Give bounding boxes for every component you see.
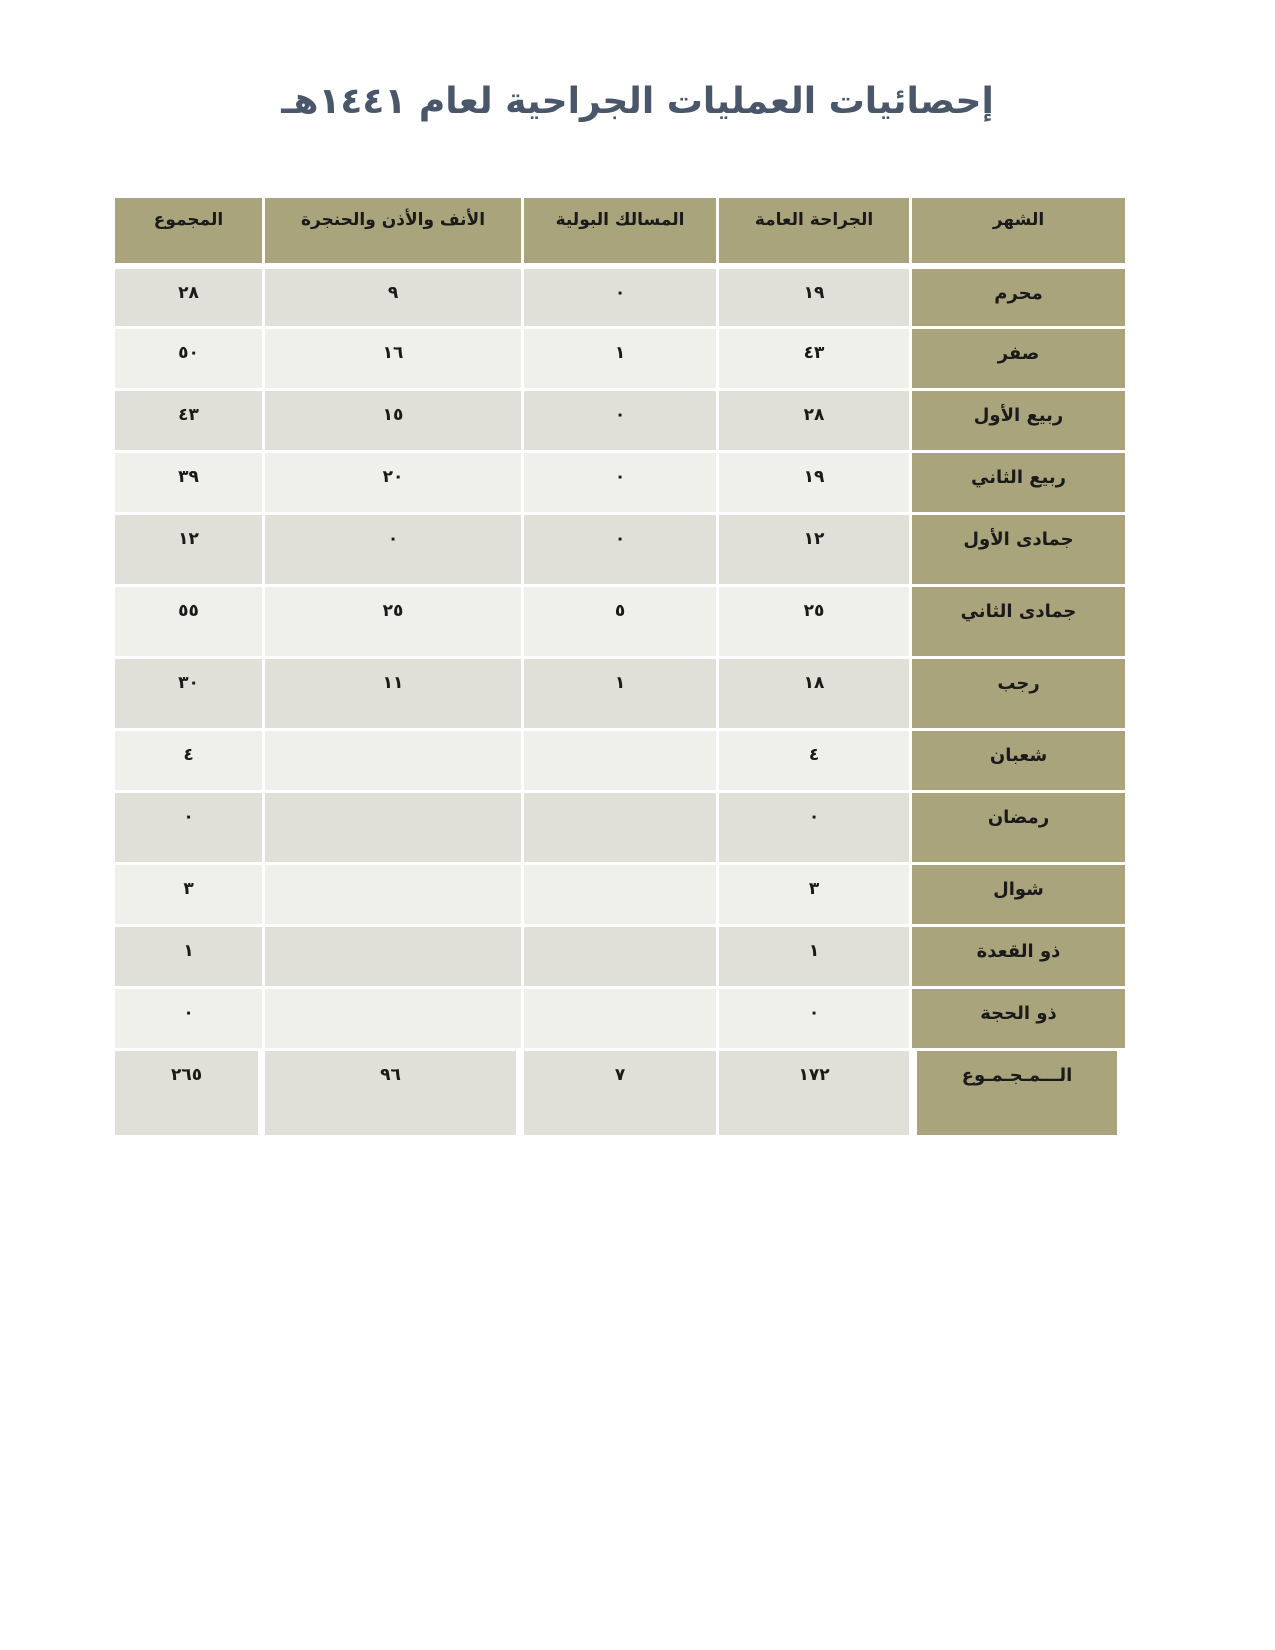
total-cell: ٠ [115,793,262,865]
table-row [115,659,1125,731]
table-row [115,927,1125,989]
total-cell: ٥٠ [115,329,262,391]
general-surgery-cell: ٤٣ [716,329,909,391]
general-surgery-cell: ١٨ [716,659,909,731]
header-general-surgery: الجراحة العامة [716,198,909,266]
ent-cell [262,865,521,927]
total-cell: ٥٥ [115,587,262,659]
header-total: المجموع [115,198,262,266]
ent-cell: ١١ [262,659,521,731]
total-cell: ١٢ [115,515,262,587]
general-surgery-cell: ١٩ [716,269,909,329]
total-cell: ٣٩ [115,453,262,515]
urology-cell [521,731,716,793]
month-cell: شعبان [909,731,1125,793]
table-row [115,793,1125,865]
urology-cell [521,865,716,927]
footer-general-surgery: ١٧٢ [716,1051,909,1135]
table-row [115,865,1125,927]
month-cell: جمادى الثاني [909,587,1125,659]
surgery-stats-table [115,198,1125,1135]
footer-label: الـــمـجـمـوع [909,1051,1125,1135]
month-cell: رمضان [909,793,1125,865]
month-cell: جمادى الأول [909,515,1125,587]
urology-cell: ٥ [521,587,716,659]
urology-cell [521,927,716,989]
urology-cell: ١ [521,329,716,391]
urology-cell: ٠ [521,453,716,515]
general-surgery-cell: ٠ [716,793,909,865]
urology-cell: ٠ [521,515,716,587]
total-cell: ٣ [115,865,262,927]
urology-cell [521,989,716,1051]
total-cell: ٢٨ [115,269,262,329]
general-surgery-cell: ٢٥ [716,587,909,659]
month-cell: ذو الحجة [909,989,1125,1051]
general-surgery-cell: ١٢ [716,515,909,587]
ent-cell: ٠ [262,515,521,587]
ent-cell [262,793,521,865]
month-cell: شوال [909,865,1125,927]
footer-urology: ٧ [521,1051,716,1135]
ent-cell: ١٥ [262,391,521,453]
table-row [115,329,1125,391]
total-cell: ٤٣ [115,391,262,453]
ent-cell: ٩ [262,269,521,329]
general-surgery-cell: ٠ [716,989,909,1051]
total-cell: ٣٠ [115,659,262,731]
urology-cell [521,793,716,865]
urology-cell: ٠ [521,269,716,329]
month-cell: رجب [909,659,1125,731]
month-cell: ربيع الثاني [909,453,1125,515]
general-surgery-cell: ١ [716,927,909,989]
ent-cell: ٢٥ [262,587,521,659]
table-header-row [115,198,1125,266]
urology-cell: ٠ [521,391,716,453]
table-body [115,269,1125,1051]
total-cell: ٤ [115,731,262,793]
page-title: إحصائيات العمليات الجراحية لعام ١٤٤١هـ [281,81,994,122]
footer-ent: ٩٦ [262,1051,521,1135]
table-footer-row [115,1051,1125,1135]
table-row [115,269,1125,329]
header-month: الشهر [909,198,1125,266]
total-cell: ٠ [115,989,262,1051]
general-surgery-cell: ٣ [716,865,909,927]
general-surgery-cell: ٤ [716,731,909,793]
ent-cell: ١٦ [262,329,521,391]
urology-cell: ١ [521,659,716,731]
general-surgery-cell: ١٩ [716,453,909,515]
general-surgery-cell: ٢٨ [716,391,909,453]
month-cell: صفر [909,329,1125,391]
table-row [115,453,1125,515]
table-row [115,515,1125,587]
total-cell: ١ [115,927,262,989]
month-cell: محرم [909,269,1125,329]
ent-cell [262,731,521,793]
month-cell: ذو القعدة [909,927,1125,989]
header-ent: الأنف والأذن والحنجرة [262,198,521,266]
header-urology: المسالك البولية [521,198,716,266]
ent-cell: ٢٠ [262,453,521,515]
ent-cell [262,989,521,1051]
table-row [115,989,1125,1051]
month-cell: ربيع الأول [909,391,1125,453]
table-row [115,587,1125,659]
table-row [115,731,1125,793]
table-row [115,391,1125,453]
footer-total: ٢٦٥ [115,1051,262,1135]
ent-cell [262,927,521,989]
